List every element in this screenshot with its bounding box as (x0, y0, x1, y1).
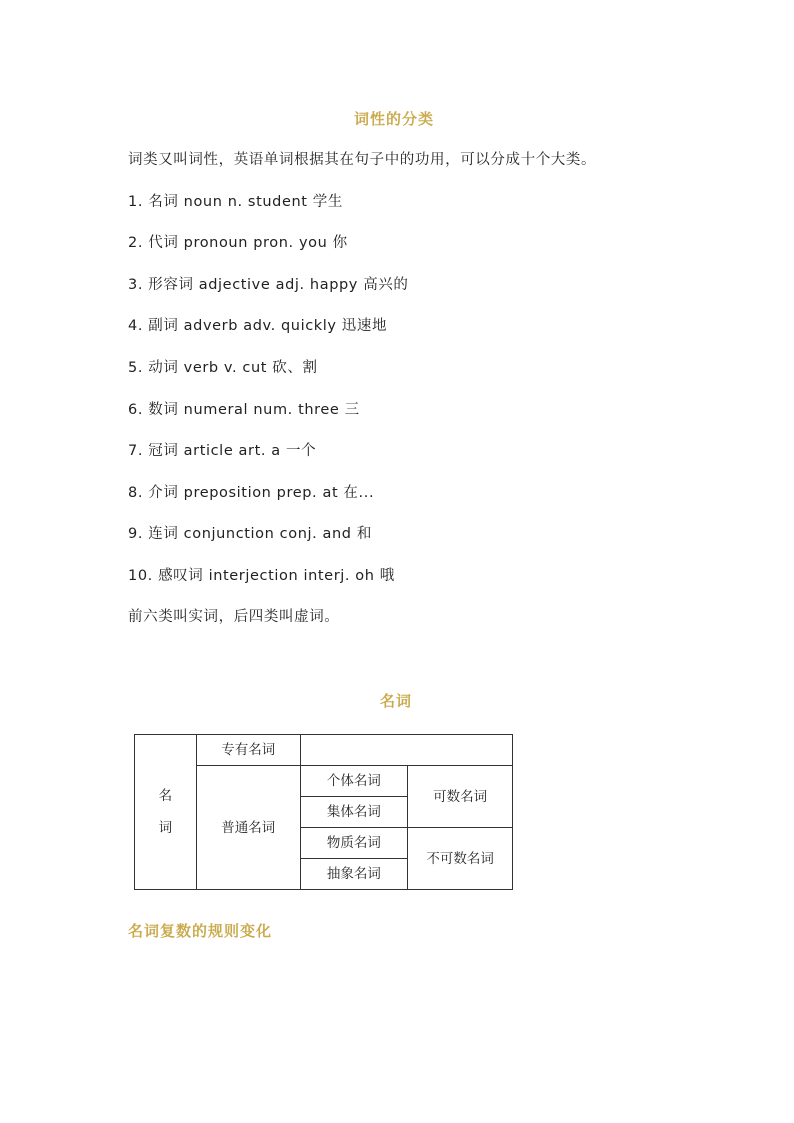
page-title: 词性的分类 (354, 110, 435, 128)
summary-paragraph: 前六类叫实词，后四类叫虚词。 (128, 609, 340, 625)
noun-section-title: 名词 (380, 692, 413, 710)
list-item: 6. 数词 numeral num. three 三 (128, 402, 360, 418)
common-noun-cell: 普通名词 (196, 766, 300, 890)
list-item: 10. 感叹词 interjection interj. oh 哦 (128, 568, 395, 584)
list-item: 8. 介词 preposition prep. at 在... (128, 485, 375, 501)
material-noun-cell: 物质名词 (300, 828, 408, 859)
individual-noun-cell: 个体名词 (300, 766, 408, 797)
empty-cell (300, 735, 512, 766)
list-item: 2. 代词 pronoun pron. you 你 (128, 235, 348, 251)
countable-noun-cell: 可数名词 (408, 766, 513, 828)
root-char: 名 (158, 788, 173, 804)
list-item: 3. 形容词 adjective adj. happy 高兴的 (128, 277, 409, 293)
list-item: 5. 动词 verb v. cut 砍、割 (128, 360, 318, 376)
collective-noun-cell: 集体名词 (300, 797, 408, 828)
intro-paragraph: 词类又叫词性，英语单词根据其在句子中的功用，可以分成十个大类。 (128, 152, 597, 168)
list-item: 9. 连词 conjunction conj. and 和 (128, 526, 372, 542)
plural-rules-heading: 名词复数的规则变化 (128, 922, 273, 940)
abstract-noun-cell: 抽象名词 (300, 859, 408, 890)
list-item: 7. 冠词 article art. a 一个 (128, 443, 317, 459)
list-item: 1. 名词 noun n. student 学生 (128, 194, 343, 210)
proper-noun-cell: 专有名词 (196, 735, 300, 766)
uncountable-noun-cell: 不可数名词 (408, 828, 513, 890)
noun-root-cell (135, 735, 197, 890)
table-row (135, 735, 513, 766)
list-item: 4. 副词 adverb adv. quickly 迅速地 (128, 318, 388, 334)
noun-classification-table (134, 734, 513, 890)
root-char: 词 (158, 820, 173, 836)
